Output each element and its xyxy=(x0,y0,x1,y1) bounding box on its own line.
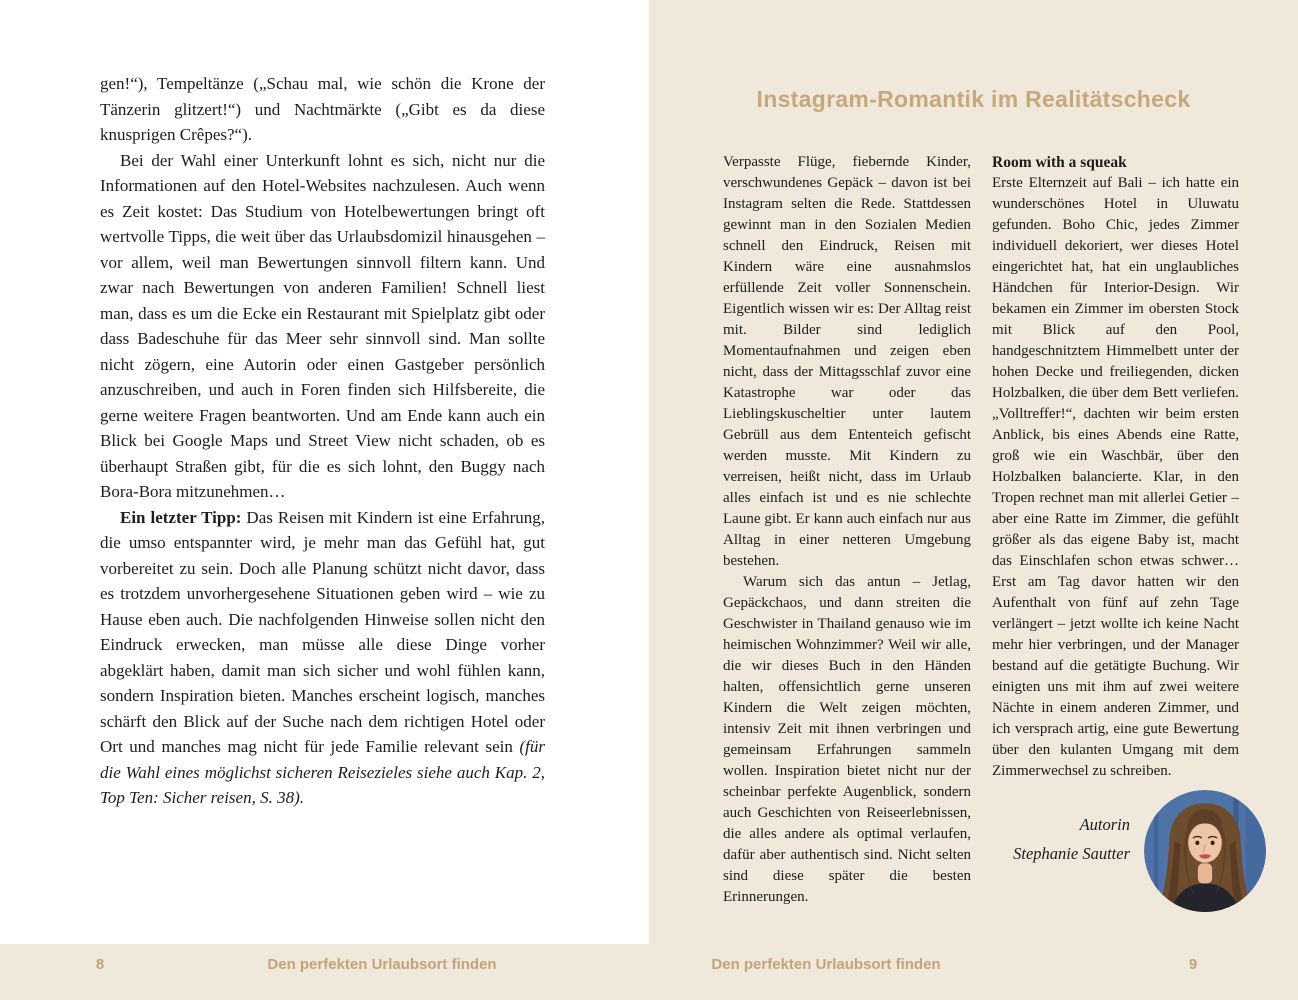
right-page-column-1 xyxy=(723,152,971,908)
left-page-text-block xyxy=(100,71,545,811)
page-number-right: 9 xyxy=(1188,956,1198,973)
footer-chapter-title-right: Den perfekten Urlaubsort finden xyxy=(711,956,941,973)
paragraph: Erste Elternzeit auf Bali – ich hatte ein wunderschönes Hotel in Uluwatu gefunden. Boho Chic, jedes Zimmer individuell dekoriert, wer dieses Hotel eingerichtet hat, hat ein unglaubliches Händchen für Interior-Design. Wir bekamen ein Zimmer im obersten Stock mit Blick auf den Pool, handgeschnitztem Himmelbett unter der hohen Decke und freiliegenden, dicken Holzbalken, die über dem Bett verliefen. „Volltreffer!“, dachten wir beim ersten Anblick, bis eines Abends eine Ratte, groß wie ein Waschbär, über den Holzbalken balancierte. Klar, in den Tropen rechnet man mit allerlei Getier – aber eine Ratte im Zimmer, die gefühlt größer als das eigene Baby ist, macht das Einschlafen schon etwas schwer… Erst am Tag davor hatten wir den Aufenthalt von fünf auf zehn Tage verlängert – jetzt wollte ich keine Nacht mehr hier verbringen, und der Manager bestand auf die getätigte Buchung. Wir einigten uns mit ihm auf zwei weitere Nächte in einem anderen Zimmer, und ich versprach artig, eine gute Bewertung über den kulanten Umgang mit dem Zimmerwechsel zu schreiben. xyxy=(992,175,1239,779)
tip-body-text: Das Reisen mit Kindern ist eine Erfahrung, die umso entspannter wird, je mehr man das Gefühl hat, gut vorbereitet zu sein. Doch alle Planung schützt nicht davor, dass es trotzdem unvorhergesehene Situationen geben wird – wie zu Hause eben auch. Die nachfolgenden Hinweise sollen nicht den Eindruck erwecken, man müsse alle diese Dinge vorher abgeklärt haben, damit man sich sicher und wohl fühlen kann, sondern Inspiration bieten. Manches erscheint logisch, manches schärft den Blick auf der Suche nach dem richtigen Hotel oder Ort und manches mag nicht für jede Familie relevant sein xyxy=(100,507,545,756)
paragraph-continuation: gen!“), Tempeltänze („Schau mal, wie schön die Krone der Tänzerin glitzert!“) und Nachtmärkte („Gibt es da diese knusprigen Crêpes?“). xyxy=(100,74,545,144)
author-credit xyxy=(992,788,1144,868)
paragraph: Verpasste Flüge, fiebernde Kinder, verschwundenes Gepäck – davon ist bei Instagram selten die Rede. Stattdessen gewinnt man in den Sozialen Medien schnell den Eindruck, Reisen mit Kindern wäre eine ausnahmslos erfüllende Zeit voller Sonnenschein. Eigentlich wissen wir es: Der Alltag reist mit. Bilder sind lediglich Momentaufnahmen und zeigen eben nicht, dass der Mittagsschlaf zuvor eine Katastrophe war oder das Lieblingskuscheltier unter lautem Gebrüll aus dem Ententeich gefischt werden musste. Mit Kindern zu verreisen, heißt nicht, dass im Urlaub alles einfach ist und es nie schlechte Laune gibt. Er kann auch einfach nur aus Alltag in einer netteren Umgebung bestehen. xyxy=(723,154,971,569)
author-name: Stephanie Sautter xyxy=(1013,844,1130,863)
author-role-label: Autorin xyxy=(1079,815,1130,834)
page-number-left: 8 xyxy=(95,956,105,973)
right-page-column-2 xyxy=(992,152,1239,912)
tip-lead-bold: Ein letzter Tipp: xyxy=(120,507,242,527)
section-heading: Instagram-Romantik im Realitätscheck xyxy=(756,86,1191,112)
paragraph: Bei der Wahl einer Unterkunft lohnt es sich, nicht nur die Informationen auf den Hotel-Websites nachzulesen. Auch wenn es Zeit kostet: Das Studium von Hotelbewertungen bringt oft wertvolle Tipps, die weit über das Urlaubsdomizil hinausgehen – vor allem, weil man Bewertungen sinnvoll filtern kann. Und zwar nach Bewertungen von anderen Familien! Schnell liest man, dass es um die Ecke ein Restaurant mit Spielplatz gibt oder dass Badeschuhe für das Meer sehr sinnvoll sind. Man sollte nicht zögern, eine Autorin oder einen Gastgeber persönlich anzuschreiben, und auch in Foren finden sich Hilfsbereite, die gerne weitere Fragen beantworten. Und am Ende kann auch ein Blick bei Google Maps und Street View nicht schaden, ob es überhaupt Straßen gibt, für die es sich lohnt, den Buggy nach Bora-Bora mitzunehmen… xyxy=(100,150,545,501)
portrait-illustration xyxy=(1144,790,1266,912)
paragraph-final-tip xyxy=(100,505,545,811)
story-heading: Room with a squeak xyxy=(992,154,1127,171)
tip-cross-reference-italic: (für die Wahl eines möglichst sicheren Reisezieles siehe auch Kap. 2, Top Ten: Sicher reisen, S. 38). xyxy=(100,737,545,807)
author-block xyxy=(992,788,1239,912)
author-portrait-photo xyxy=(1144,790,1266,912)
paragraph: Warum sich das antun – Jetlag, Gepäckchaos, und dann streiten die Geschwister in Thailand genauso wie im heimischen Wohnzimmer? Weil wir alle, die wir dieses Buch in den Händen halten, offensichtlich gerne unseren Kindern die Welt zeigen möchten, intensiv Zeit mit ihnen verbringen und gemeinsam Erfahrungen sammeln wollen. Inspiration bietet nicht nur der scheinbar perfekte Augenblick, sondern auch Geschichten von Reiseerlebnissen, die alles andere als optimal verlaufen, dafür aber authentisch sind. Nicht selten sind diese später die besten Erinnerungen. xyxy=(723,574,971,905)
footer-chapter-title-left: Den perfekten Urlaubsort finden xyxy=(267,956,497,973)
